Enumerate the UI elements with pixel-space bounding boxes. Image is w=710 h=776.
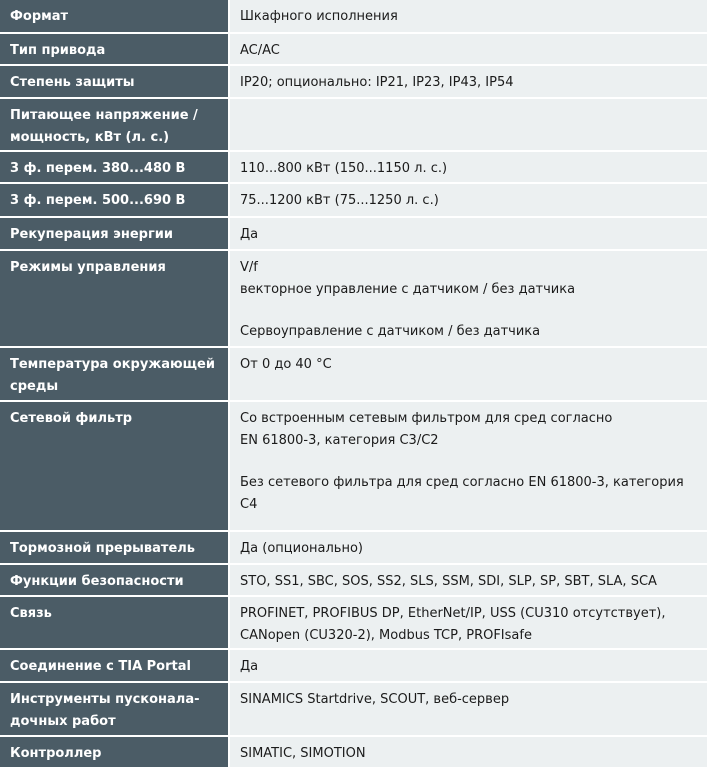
row-label bbox=[0, 347, 229, 401]
row-label: Функции безопасности bbox=[0, 564, 229, 596]
table-row bbox=[0, 65, 707, 98]
row-value: 75...1200 кВт (75...1250 л. с.) bbox=[229, 183, 707, 217]
row-label: Степень защиты bbox=[0, 65, 229, 98]
row-value bbox=[229, 596, 707, 649]
row-value bbox=[229, 98, 707, 151]
row-label: 3 ф. перем. 500...690 В bbox=[0, 183, 229, 217]
row-value-line: Со встроенным сетевым фильтром для сред согласно bbox=[240, 411, 613, 426]
spacer bbox=[240, 301, 707, 321]
row-label: Сетевой фильтр bbox=[0, 401, 229, 531]
table-row bbox=[0, 217, 707, 250]
row-label: 3 ф. перем. 380...480 В bbox=[0, 151, 229, 183]
row-value-line: EN 61800-3, категория C3/C2 bbox=[240, 433, 439, 448]
row-value-line: V/f bbox=[240, 260, 258, 275]
row-label: Тормозной прерыватель bbox=[0, 531, 229, 564]
row-value: SINAMICS Startdrive, SCOUT, веб-сервер bbox=[229, 682, 707, 736]
row-value: Шкафного исполнения bbox=[229, 0, 707, 33]
row-label-line: среды bbox=[10, 379, 59, 394]
row-value: AC/AC bbox=[229, 33, 707, 65]
table-row bbox=[0, 347, 707, 401]
table-row bbox=[0, 736, 707, 768]
row-value: STO, SS1, SBC, SOS, SS2, SLS, SSM, SDI, SLP, SP, SBT, SLA, SCA bbox=[229, 564, 707, 596]
row-value-line: Без сетевого фильтра для сред согласно EN 61800-3, категория bbox=[240, 475, 684, 490]
row-value bbox=[229, 401, 707, 531]
row-value-line: CANopen (CU320-2), Modbus TCP, PROFIsafe bbox=[240, 628, 532, 643]
row-value: 110...800 кВт (150...1150 л. с.) bbox=[229, 151, 707, 183]
row-label bbox=[0, 682, 229, 736]
row-label: Контроллер bbox=[0, 736, 229, 768]
row-label-line: Питающее напряжение / bbox=[10, 108, 198, 123]
row-label bbox=[0, 98, 229, 151]
row-value-line: C4 bbox=[240, 497, 258, 512]
table-row bbox=[0, 250, 707, 347]
row-label: Связь bbox=[0, 596, 229, 649]
table-row bbox=[0, 98, 707, 151]
row-value: Да bbox=[229, 217, 707, 250]
row-label-line: Инструменты пусконала- bbox=[10, 692, 200, 707]
spacer bbox=[240, 452, 707, 472]
row-value: IP20; опционально: IP21, IP23, IP43, IP54 bbox=[229, 65, 707, 98]
table-row bbox=[0, 183, 707, 217]
table-row bbox=[0, 33, 707, 65]
row-value: Да (опционально) bbox=[229, 531, 707, 564]
row-label: Тип привода bbox=[0, 33, 229, 65]
row-label-line: дочных работ bbox=[10, 714, 116, 729]
row-value-line: Сервоуправление с датчиком / без датчика bbox=[240, 324, 541, 339]
table-row bbox=[0, 531, 707, 564]
row-value-line: PROFINET, PROFIBUS DP, EtherNet/IP, USS (CU310 отсутствует), bbox=[240, 606, 666, 621]
row-label: Рекуперация энергии bbox=[0, 217, 229, 250]
row-value: SIMATIC, SIMOTION bbox=[229, 736, 707, 768]
table-row bbox=[0, 401, 707, 531]
table-row bbox=[0, 649, 707, 682]
table-row bbox=[0, 596, 707, 649]
table-row bbox=[0, 682, 707, 736]
row-value bbox=[229, 250, 707, 347]
table-row bbox=[0, 0, 707, 33]
row-label: Режимы управления bbox=[0, 250, 229, 347]
row-label: Формат bbox=[0, 0, 229, 33]
row-label-line: Температура окружающей bbox=[10, 357, 215, 372]
row-label: Соединение с TIA Portal bbox=[0, 649, 229, 682]
row-value-line: векторное управление с датчиком / без датчика bbox=[240, 282, 576, 297]
table-row bbox=[0, 151, 707, 183]
table-row bbox=[0, 564, 707, 596]
row-value: От 0 до 40 °C bbox=[229, 347, 707, 401]
row-label-line: мощность, кВт (л. с.) bbox=[10, 130, 170, 145]
row-value: Да bbox=[229, 649, 707, 682]
